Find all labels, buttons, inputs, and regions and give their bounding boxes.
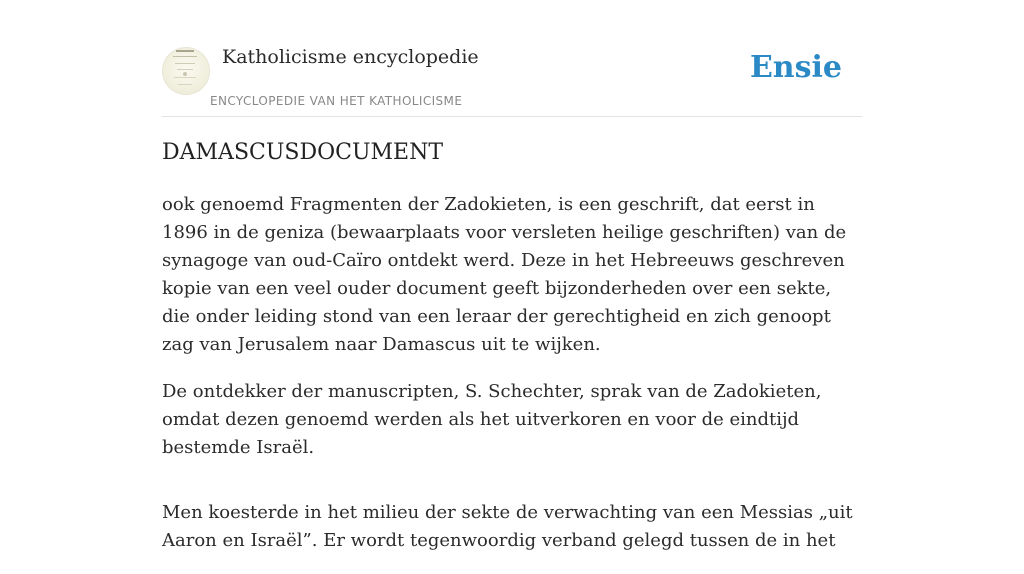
encyclopedia-title-link[interactable]: Katholicisme encyclopedie (222, 46, 479, 68)
ensie-logo-link[interactable]: Ensie (749, 50, 842, 85)
article-body (162, 191, 862, 574)
encyclopedia-subtitle: ENCYCLOPEDIE VAN HET KATHOLICISME (210, 94, 463, 108)
book-cover-icon[interactable] (162, 47, 210, 95)
article-paragraph: De ontdekker der manuscripten, S. Schechter, sprak van de Zadokieten, omdat dezen genoemd werden als het uitverkoren en voor de eindtijd bestemde Israël. (162, 381, 822, 458)
article-title: DAMASCUSDOCUMENT (162, 140, 444, 165)
article-paragraph: ook genoemd Fragmenten der Zadokieten, is een geschrift, dat eerst in 1896 in de geniza (bewaarplaats voor versleten heilige geschriften) van de synagoge van oud-Caïro ontdekt werd. Deze in het Hebreeuws geschreven kopie van een veel ouder document geeft bijzonderheden over een sekte, die onder leiding stond van een leraar der gerechtigheid en zich genoopt zag van Jerusalem naar Damascus uit te wijken. (162, 194, 847, 355)
site-header (162, 40, 862, 117)
article-paragraph: Men koesterde in het milieu der sekte de verwachting van een Messias „uit Aaron en Israël”. Er wordt tegenwoordig verband gelegd tussen de in het (162, 502, 853, 551)
